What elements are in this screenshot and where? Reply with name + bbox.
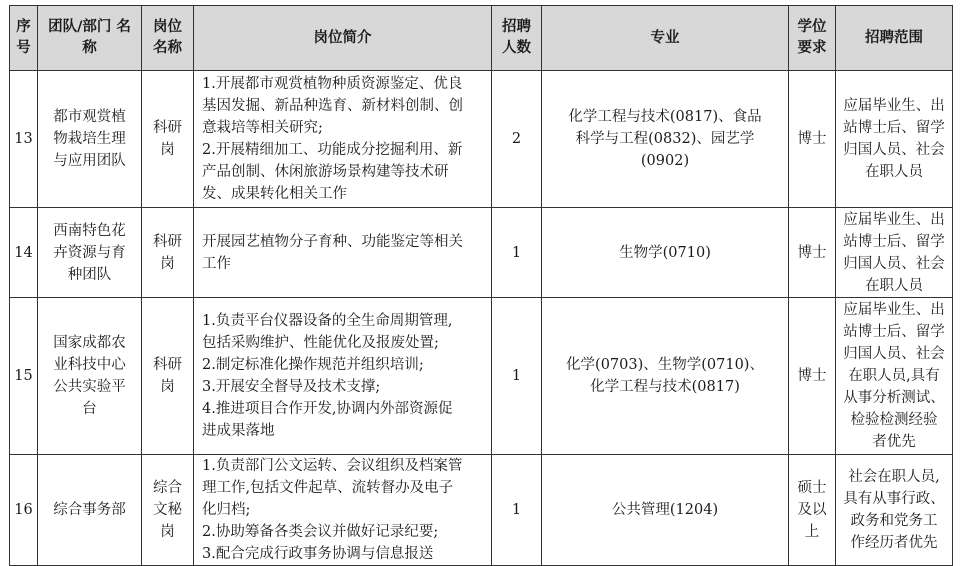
cell-degree: 博士 xyxy=(789,71,836,208)
cell-team: 西南特色花 卉资源与育 种团队 xyxy=(38,208,142,298)
cell-scope: 应届毕业生、出 站博士后、留学 归国人员、社会 在职人员 xyxy=(836,71,953,208)
cell-major: 公共管理(1204) xyxy=(542,455,789,566)
header-post: 岗位 名称 xyxy=(142,6,194,71)
cell-count: 1 xyxy=(492,208,542,298)
table-row xyxy=(10,298,953,455)
header-degree: 学位 要求 xyxy=(789,6,836,71)
cell-intro: 1.开展都市观赏植物种质资源鉴定、优良 基因发掘、新品种选育、新材料创制、创 意栽培等相关研究; 2.开展精细加工、功能成分挖掘利用、新 产品创制、休闲旅游场景构建等技术研 发、成果转化相关工作 xyxy=(194,71,492,208)
cell-intro: 1.负责平台仪器设备的全生命周期管理, 包括采购维护、性能优化及报废处置; 2.制定标准化操作规范并组织培训; 3.开展安全督导及技术支撑; 4.推进项目合作开发,协调内外部资源促 进成果落地 xyxy=(194,298,492,455)
cell-team: 国家成都农 业科技中心 公共实验平 台 xyxy=(38,298,142,455)
header-scope: 招聘范围 xyxy=(836,6,953,71)
header-seq: 序 号 xyxy=(10,6,38,71)
header-intro: 岗位简介 xyxy=(194,6,492,71)
cell-scope: 应届毕业生、出 站博士后、留学 归国人员、社会 在职人员 xyxy=(836,208,953,298)
cell-major: 化学(0703)、生物学(0710)、 化学工程与技术(0817) xyxy=(542,298,789,455)
cell-scope: 应届毕业生、出 站博士后、留学 归国人员、社会 在职人员,具有 从事分析测试、 检验检测经验 者优先 xyxy=(836,298,953,455)
cell-team: 综合事务部 xyxy=(38,455,142,566)
cell-seq: 15 xyxy=(10,298,38,455)
cell-degree: 博士 xyxy=(789,208,836,298)
cell-seq: 13 xyxy=(10,71,38,208)
recruitment-table xyxy=(9,5,953,566)
table-row xyxy=(10,455,953,566)
cell-post: 综合 文秘 岗 xyxy=(142,455,194,566)
cell-degree: 硕士 及以 上 xyxy=(789,455,836,566)
cell-major: 化学工程与技术(0817)、食品 科学与工程(0832)、园艺学 (0902) xyxy=(542,71,789,208)
cell-intro: 开展园艺植物分子育种、功能鉴定等相关 工作 xyxy=(194,208,492,298)
cell-major: 生物学(0710) xyxy=(542,208,789,298)
cell-count: 2 xyxy=(492,71,542,208)
cell-degree: 博士 xyxy=(789,298,836,455)
cell-count: 1 xyxy=(492,298,542,455)
cell-post: 科研 岗 xyxy=(142,71,194,208)
cell-seq: 14 xyxy=(10,208,38,298)
cell-post: 科研 岗 xyxy=(142,208,194,298)
table-row xyxy=(10,71,953,208)
cell-intro: 1.负责部门公文运转、会议组织及档案管 理工作,包括文件起草、流转督办及电子 化归档; 2.协助筹备各类会议并做好记录纪要; 3.配合完成行政事务协调与信息报送 xyxy=(194,455,492,566)
header-count: 招聘 人数 xyxy=(492,6,542,71)
cell-seq: 16 xyxy=(10,455,38,566)
header-major: 专业 xyxy=(542,6,789,71)
cell-count: 1 xyxy=(492,455,542,566)
table-header-row xyxy=(10,6,953,71)
table-row xyxy=(10,208,953,298)
header-team: 团队/部门 名称 xyxy=(38,6,142,71)
cell-scope: 社会在职人员, 具有从事行政、 政务和党务工 作经历者优先 xyxy=(836,455,953,566)
cell-post: 科研 岗 xyxy=(142,298,194,455)
cell-team: 都市观赏植 物栽培生理 与应用团队 xyxy=(38,71,142,208)
